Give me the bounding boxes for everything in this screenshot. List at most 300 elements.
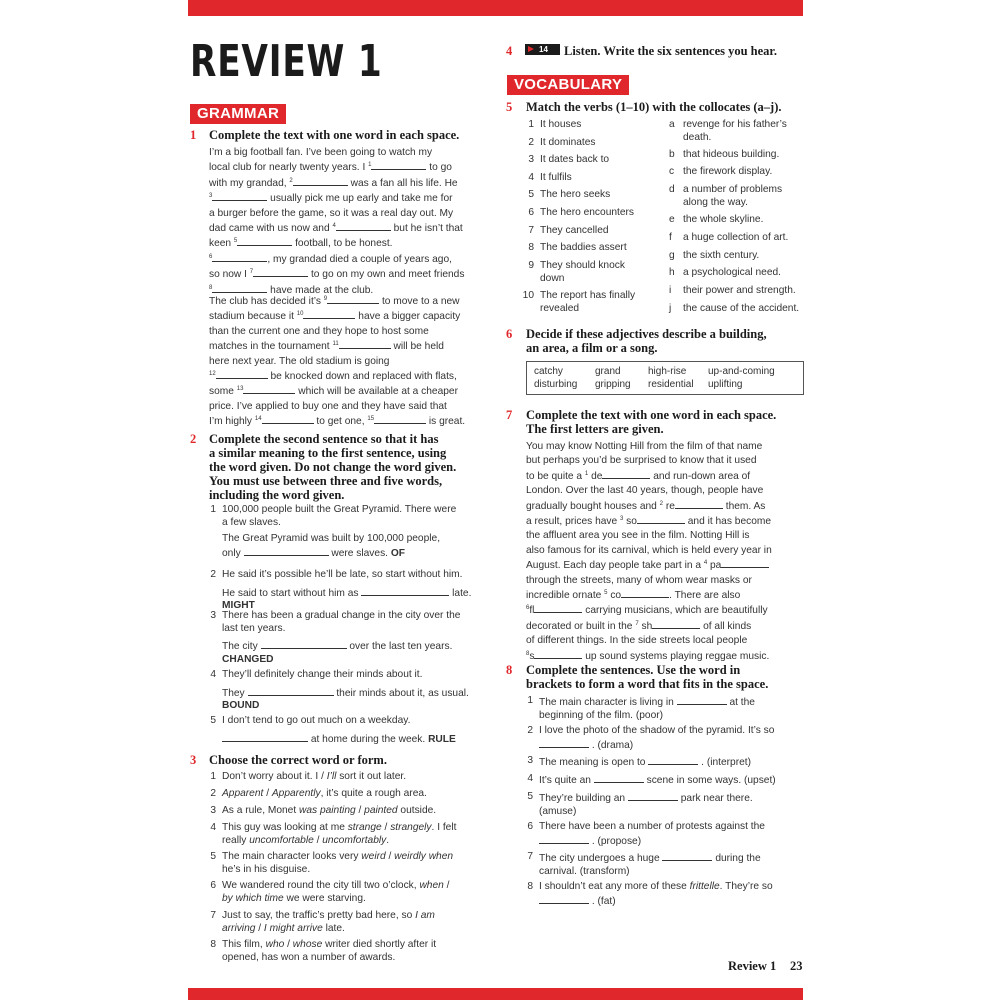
word-catchy: catchy — [534, 366, 563, 377]
text-segment: The meaning is open to — [539, 757, 646, 768]
text-segment: of all kinds — [700, 620, 752, 632]
item-text — [222, 569, 490, 613]
item-text — [539, 821, 765, 848]
item-number: 6 — [528, 207, 534, 218]
verb-text: It dates back to — [540, 154, 610, 165]
first-letters: re — [663, 500, 675, 512]
answer-blank[interactable] — [222, 732, 308, 742]
item-text — [222, 880, 449, 905]
answer-blank[interactable] — [539, 738, 589, 748]
text-segment: He said to start without him as — [222, 587, 359, 599]
word-high-rise: high-rise — [648, 366, 687, 377]
play-icon — [528, 46, 534, 52]
collocate-text: revenge for his father’s — [683, 119, 787, 130]
gap-number: 3 — [620, 516, 624, 523]
text-line — [209, 414, 489, 429]
q4-heading: Listen. Write the six sentences you hear. — [564, 44, 777, 58]
answer-blank[interactable] — [244, 546, 329, 556]
gap-number: 5 — [233, 238, 238, 245]
text-segment: . There are also — [669, 590, 741, 602]
item-text — [539, 851, 761, 878]
answer-blank[interactable] — [339, 339, 391, 349]
q3-heading: Choose the correct word or form. — [209, 753, 387, 767]
text-segment: keen — [209, 238, 234, 250]
item-text — [683, 303, 799, 316]
text-line — [209, 176, 489, 191]
verb-text: It fulfils — [540, 172, 572, 183]
item-text — [222, 822, 456, 847]
answer-blank[interactable] — [539, 834, 589, 844]
text-segment: of different things. In the side streets local people — [526, 635, 748, 647]
item-number: 1 — [210, 771, 216, 782]
text-segment: the affluent area you see in the film. Notting Hill is — [526, 530, 750, 542]
item-text — [683, 149, 779, 162]
text-segment: late. — [449, 587, 472, 599]
text-segment: They — [222, 687, 245, 699]
text-segment: a burger before the game, so it was a real day out. My — [209, 207, 454, 219]
gap-number: 9 — [323, 296, 328, 302]
item-number: 1 — [210, 504, 216, 515]
key-word: MIGHT — [222, 600, 255, 612]
bottom-red-bar — [188, 988, 803, 1000]
answer-blank[interactable] — [534, 603, 582, 613]
q2-number: 2 — [190, 432, 197, 446]
heading-line: including the word given. — [209, 488, 345, 502]
item-line — [539, 834, 765, 849]
item-line: beginning of the film. (poor) — [539, 709, 664, 721]
text-segment: You may know Notting Hill from the film of that name — [526, 441, 763, 452]
gap-number: 12 — [209, 371, 216, 378]
text-segment: to move to a new — [379, 296, 460, 307]
item-letter: g — [669, 250, 675, 261]
collocate-text: the firework display. — [683, 166, 773, 177]
q7-heading — [526, 408, 776, 436]
answer-blank[interactable] — [675, 499, 723, 509]
text-segment: gradually bought houses and — [526, 500, 660, 512]
grammar-banner: GRAMMAR — [190, 104, 286, 124]
answer-blank[interactable] — [261, 639, 347, 649]
item-letter: b — [669, 149, 675, 160]
item-line: We wandered round the city till two o’clock, when / — [222, 880, 450, 891]
text-segment: only — [222, 547, 241, 559]
text-line — [209, 325, 489, 339]
item-line: carnival. (transform) — [539, 865, 630, 877]
item-text — [540, 172, 572, 185]
item-number: 4 — [210, 822, 216, 833]
collocate-text: the cause of the accident. — [683, 303, 800, 314]
item-number: 2 — [210, 788, 216, 799]
item-number: 7 — [210, 910, 216, 921]
text-line — [209, 309, 489, 324]
verb-text: revealed — [540, 302, 580, 314]
gap-number: 8 — [209, 284, 213, 291]
text-segment: , my grandad died a couple of years ago, — [267, 253, 452, 265]
text-segment: I love the photo of the shadow of the pyramid. It’s so — [539, 725, 775, 736]
answer-blank[interactable] — [216, 369, 268, 379]
item-text — [683, 232, 788, 245]
item-line — [539, 695, 755, 710]
item-text — [683, 119, 787, 144]
text-segment: . (fat) — [589, 895, 616, 907]
item-number: 5 — [528, 189, 534, 200]
answer-blank[interactable] — [721, 558, 769, 568]
text-line — [209, 236, 489, 251]
item-line — [539, 881, 773, 894]
item-text — [222, 715, 490, 746]
text-line — [526, 499, 806, 514]
text-segment: at the — [726, 697, 755, 708]
gap-number: 7 — [635, 620, 639, 627]
item-number: 3 — [210, 805, 216, 816]
text-line — [209, 355, 489, 369]
rewrite-line — [222, 586, 490, 601]
verb-text: The hero seeks — [540, 189, 611, 200]
item-number: 1 — [527, 695, 533, 706]
video-play-icon[interactable] — [525, 44, 560, 55]
answer-blank[interactable] — [237, 236, 292, 246]
item-letter: h — [669, 267, 675, 278]
item-line: arriving / I might arrive late. — [222, 922, 345, 934]
text-line — [209, 252, 489, 267]
item-number: 6 — [527, 821, 533, 832]
collocate-text: their power and strength. — [683, 285, 796, 296]
q1-paragraph-1 — [209, 146, 489, 298]
gap-number: 5 — [604, 590, 608, 597]
item-line: Apparent / Apparently, it’s quite a rough area. — [222, 788, 427, 799]
text-segment: during the — [712, 853, 761, 864]
heading-line: Decide if these adjectives describe a building, — [526, 327, 767, 341]
text-segment: I’m a big football fan. I’ve been going to watch my — [209, 147, 433, 158]
key-word: RULE — [428, 733, 456, 745]
italic-word: frittelle — [689, 881, 720, 892]
text-segment: The city — [222, 641, 258, 653]
heading-line: Complete the second sentence so that it has — [209, 432, 439, 446]
heading-line: Complete the text with one word in each space. — [526, 408, 777, 422]
text-line — [526, 529, 806, 543]
gap-number: 6 — [526, 605, 530, 612]
text-segment: was a fan all his life. He — [347, 177, 458, 189]
answer-blank[interactable] — [374, 414, 426, 424]
text-segment: over the last ten years. — [346, 641, 453, 653]
text-segment: also famous for its carnival, which is held every year in — [526, 544, 772, 556]
text-segment: than the current one and they hope to host some — [209, 325, 429, 337]
first-letters: pa — [707, 560, 722, 572]
item-text — [222, 939, 436, 964]
answer-blank[interactable] — [253, 267, 308, 277]
item-letter: f — [669, 232, 672, 243]
heading-line: brackets to form a word that fits in the space. — [526, 677, 769, 691]
item-text — [539, 881, 773, 908]
text-segment: will be held — [390, 341, 444, 353]
item-text — [222, 669, 490, 713]
answer-blank[interactable] — [371, 160, 426, 170]
gap-number: 8 — [526, 650, 530, 657]
text-line — [209, 267, 489, 282]
item-line: Don’t worry about it. I / I’ll sort it out later. — [222, 771, 407, 782]
q8-heading — [526, 663, 768, 691]
gap-number: 3 — [209, 193, 213, 200]
answer-blank[interactable] — [652, 619, 700, 629]
item-line: he’s in his disguise. — [222, 863, 311, 875]
text-segment: park near there. — [677, 793, 753, 804]
text-segment: London. Over the last 40 years, though, people have — [526, 485, 764, 497]
word-gripping: gripping — [595, 379, 631, 390]
text-segment: to go — [426, 162, 452, 174]
gap-number: 1 — [368, 162, 372, 169]
item-text — [540, 154, 609, 167]
item-number: 3 — [528, 154, 534, 165]
item-text — [539, 773, 776, 788]
item-line — [539, 821, 765, 834]
original-sentence: There has been a gradual change in the city over the — [222, 610, 461, 621]
text-segment: . They’re so — [719, 881, 773, 892]
key-word: CHANGED — [222, 653, 274, 665]
text-segment: and run-down area of — [650, 470, 751, 482]
original-sentence: last ten years. — [222, 622, 286, 634]
text-line — [209, 294, 489, 309]
item-line: (amuse) — [539, 805, 577, 817]
item-text — [222, 851, 453, 876]
text-line — [209, 191, 489, 206]
item-number: 5 — [210, 851, 216, 862]
item-text — [683, 184, 782, 209]
gap-number: 4 — [332, 223, 336, 230]
answer-blank[interactable] — [327, 294, 379, 304]
item-text — [222, 788, 427, 801]
item-line: by which time we were starving. — [222, 892, 366, 904]
heading-line: The first letters are given. — [526, 422, 664, 436]
text-segment: The main character is living in — [539, 697, 674, 708]
first-letters: sh — [638, 620, 653, 632]
text-line — [209, 221, 489, 236]
item-number: 7 — [527, 851, 533, 862]
text-line — [526, 588, 806, 603]
gap-number: 11 — [332, 341, 339, 348]
first-letters: de — [588, 470, 603, 482]
word-disturbing: disturbing — [534, 379, 578, 390]
answer-blank[interactable] — [212, 252, 267, 262]
verb-text: It houses — [540, 119, 582, 130]
item-text — [540, 189, 610, 202]
text-line — [526, 574, 806, 588]
answer-blank[interactable] — [539, 894, 589, 904]
text-segment: at home during the week. — [308, 733, 426, 745]
text-line — [209, 207, 489, 221]
item-text — [683, 267, 781, 280]
verb-text: The hero encounters — [540, 207, 635, 218]
top-red-bar — [188, 0, 803, 16]
item-line: As a rule, Monet was painting / painted outside. — [222, 805, 437, 816]
item-line — [539, 738, 774, 753]
text-segment: incredible ornate — [526, 590, 605, 602]
item-text — [539, 791, 753, 818]
gap-number: 6 — [209, 253, 213, 260]
text-segment: have a bigger capacity — [355, 311, 461, 323]
rewrite-line — [222, 639, 490, 654]
text-segment: is great. — [426, 416, 466, 428]
item-number: 8 — [527, 881, 533, 892]
text-segment: their minds about it, as usual. — [333, 687, 469, 699]
gap-number: 13 — [236, 386, 244, 393]
q6-number: 6 — [506, 327, 513, 341]
text-segment: to be quite a — [526, 470, 585, 482]
text-segment: have made at the club. — [267, 284, 374, 296]
q5-number: 5 — [506, 100, 513, 114]
item-number: 8 — [528, 242, 534, 253]
item-line — [539, 725, 774, 738]
text-segment: I’m highly — [209, 416, 255, 428]
page-title: REVIEW 1 — [190, 36, 383, 87]
gap-number: 4 — [703, 560, 708, 567]
footer-label: Review 1 — [728, 959, 777, 973]
original-sentence: 100,000 people built the Great Pyramid. There were — [222, 504, 457, 515]
text-line — [209, 369, 489, 384]
original-sentence: a few slaves. — [222, 516, 281, 528]
item-line: Just to say, the traffic’s pretty bad here, so I am — [222, 910, 435, 921]
gap-number: 2 — [659, 500, 664, 507]
item-letter: c — [669, 166, 675, 177]
answer-blank[interactable] — [648, 755, 698, 765]
text-segment: usually pick me up early and take me for — [267, 193, 453, 205]
item-number: 8 — [210, 939, 216, 950]
answer-blank[interactable] — [248, 686, 334, 696]
rewrite-line — [222, 546, 490, 561]
item-line — [539, 894, 773, 909]
text-line — [209, 339, 489, 354]
text-segment: a result, prices have — [526, 516, 620, 528]
text-line — [209, 146, 489, 160]
answer-blank[interactable] — [212, 283, 267, 293]
q6-word-box — [526, 361, 804, 395]
text-segment: I shouldn’t eat any more of these — [539, 881, 690, 892]
item-text — [539, 695, 755, 722]
text-segment: The club has decided it’s — [209, 296, 324, 307]
text-line — [526, 649, 806, 664]
item-text — [540, 207, 634, 220]
answer-blank[interactable] — [621, 588, 669, 598]
answer-blank[interactable] — [602, 469, 650, 479]
item-number: 2 — [528, 137, 534, 148]
text-line — [526, 558, 806, 573]
heading-line: a similar meaning to the first sentence, using — [209, 446, 447, 460]
answer-blank[interactable] — [293, 176, 348, 186]
text-segment: matches in the tournament — [209, 341, 333, 353]
item-text — [539, 725, 774, 752]
item-line: The main character looks very weird / weirdly when — [222, 851, 454, 862]
collocate-text: a psychological need. — [683, 267, 781, 278]
item-text — [222, 504, 490, 560]
verb-text: It dominates — [540, 137, 596, 148]
answer-blank[interactable] — [594, 773, 644, 783]
answer-blank[interactable] — [336, 221, 391, 231]
item-text — [222, 805, 436, 818]
text-line — [526, 634, 806, 648]
text-segment: It’s quite an — [539, 775, 591, 786]
answer-blank[interactable] — [303, 309, 355, 319]
item-line: opened, has won a number of awards. — [222, 951, 396, 963]
answer-blank[interactable] — [243, 384, 295, 394]
answer-blank[interactable] — [534, 649, 582, 659]
gap-number: 2 — [289, 177, 293, 184]
item-text — [540, 137, 596, 150]
rewrite-line — [222, 732, 490, 747]
item-text — [222, 610, 490, 666]
text-segment: . (drama) — [589, 739, 634, 751]
text-segment: which will be available at a cheaper — [295, 386, 458, 398]
first-letters: s — [529, 650, 535, 662]
text-segment: carrying musicians, which are beautifully — [582, 605, 768, 617]
original-sentence: They’ll definitely change their minds about it. — [222, 669, 423, 680]
text-line — [526, 603, 806, 618]
text-segment: but he isn’t that — [390, 223, 463, 235]
gap-number: 1 — [584, 470, 589, 477]
q5-heading: Match the verbs (1–10) with the collocates (a–j). — [526, 100, 782, 114]
item-line — [539, 773, 776, 788]
rewrite-line: The Great Pyramid was built by 100,000 people, — [222, 533, 441, 545]
text-line — [526, 514, 806, 529]
item-number: 7 — [528, 225, 534, 236]
collocate-text: death. — [683, 131, 712, 143]
answer-blank[interactable] — [212, 191, 267, 201]
item-text — [683, 166, 772, 179]
original-sentence: I don’t tend to go out much on a weekday. — [222, 715, 411, 726]
item-text — [222, 771, 406, 784]
collocate-text: along the way. — [683, 196, 748, 208]
item-number: 2 — [210, 569, 216, 580]
collocate-text: a number of problems — [683, 184, 783, 195]
answer-blank[interactable] — [662, 851, 712, 861]
answer-blank[interactable] — [262, 414, 314, 424]
item-line — [539, 851, 761, 866]
answer-blank[interactable] — [361, 586, 449, 596]
gap-number: 14 — [254, 416, 262, 423]
item-number: 10 — [522, 290, 534, 301]
text-segment: price. I’ve applied to buy one and they have said that — [209, 400, 447, 412]
item-text — [540, 260, 625, 285]
item-number: 4 — [528, 172, 534, 183]
key-word: BOUND — [222, 700, 260, 712]
item-text — [540, 290, 635, 315]
text-segment: local club for nearly twenty years. I — [209, 162, 369, 174]
collocate-text: the sixth century. — [683, 250, 760, 261]
first-letters: co — [607, 590, 622, 602]
verb-text: down — [540, 272, 565, 284]
q3-number: 3 — [190, 753, 197, 767]
text-line — [526, 484, 806, 498]
answer-blank[interactable] — [677, 695, 727, 705]
text-line — [209, 160, 489, 175]
item-text — [539, 755, 751, 770]
page-number: 23 — [790, 959, 803, 973]
heading-line: Complete the sentences. Use the word in — [526, 663, 741, 677]
item-text — [683, 285, 796, 298]
text-segment: through the streets, many of whom wear masks or — [526, 574, 752, 586]
item-number: 2 — [527, 725, 533, 736]
text-line — [526, 619, 806, 634]
item-text — [540, 225, 609, 238]
collocate-text: that hideous building. — [683, 149, 780, 160]
item-number: 1 — [528, 119, 534, 130]
item-text — [683, 214, 763, 227]
answer-blank[interactable] — [628, 791, 678, 801]
text-segment: dad came with us now and — [209, 223, 333, 235]
rewrite-line — [222, 686, 490, 701]
text-segment: stadium because it — [209, 311, 297, 323]
heading-line: the word given. Do not change the word given. — [209, 460, 457, 474]
answer-blank[interactable] — [637, 514, 685, 524]
text-segment: and it has become — [684, 516, 772, 528]
word-uplifting: uplifting — [708, 379, 743, 390]
